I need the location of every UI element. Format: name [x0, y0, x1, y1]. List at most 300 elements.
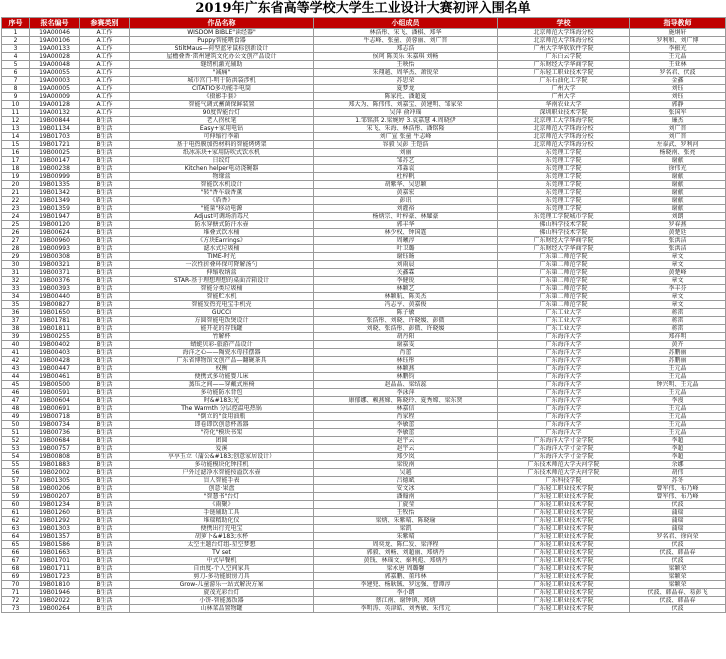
cell-school: 广东轻工职业技术学院: [498, 485, 630, 493]
cell-registration-id: 19B00402: [30, 341, 80, 349]
cell-school: 华南农业大学: [498, 101, 630, 109]
cell-category: B生活: [80, 293, 130, 301]
cell-school: 广东轻工职业技术学院: [498, 549, 630, 557]
cell-school: 广东财经大学华商学院: [498, 237, 630, 245]
cell-index: 29: [2, 253, 30, 261]
cell-school: 广东海洋大学: [498, 381, 630, 389]
cell-registration-id: 19B01134: [30, 125, 80, 133]
table-row: [2, 493, 726, 501]
cell-category: B生活: [80, 533, 130, 541]
cell-index: 55: [2, 461, 30, 469]
cell-category: B生活: [80, 341, 130, 349]
cell-index: 36: [2, 309, 30, 317]
cell-index: 1: [2, 29, 30, 37]
cell-registration-id: 19B01260: [30, 509, 80, 517]
table-row: [2, 341, 726, 349]
cell-category: B生活: [80, 205, 130, 213]
cell-registration-id: 19B00624: [30, 229, 80, 237]
cell-team-members: 梁永唐 周璐馨: [314, 565, 498, 573]
cell-work-name: 团圆: [130, 437, 314, 445]
table-row: [2, 477, 726, 485]
cell-index: 34: [2, 293, 30, 301]
cell-category: B生活: [80, 125, 130, 133]
cell-team-members: 张浩彤、刘晓、许晓媛、彭微: [314, 317, 498, 325]
cell-category: B生活: [80, 213, 130, 221]
cell-registration-id: 19B00120: [30, 221, 80, 229]
cell-work-name: 堆叠式饮水桶: [130, 229, 314, 237]
cell-school: 佛山科学技术学院: [498, 229, 630, 237]
cell-category: B生活: [80, 597, 130, 605]
table-row: [2, 109, 726, 117]
cell-registration-id: 19B01359: [30, 205, 80, 213]
cell-category: A工作: [80, 93, 130, 101]
cell-work-name: 竹解杯: [130, 333, 314, 341]
cell-work-name: 蜻蜓贝彩-旅游产品设计: [130, 341, 314, 349]
cell-team-members: 赵晶晶、梁结蕊: [314, 381, 498, 389]
cell-school: 东莞理工学院: [498, 197, 630, 205]
cell-category: A工作: [80, 53, 130, 61]
cell-work-name: "转"香车载香薰: [130, 189, 314, 197]
cell-index: 7: [2, 77, 30, 85]
cell-advisor: 谢献: [630, 181, 726, 189]
table-row: [2, 77, 726, 85]
cell-registration-id: 19B00604: [30, 397, 80, 405]
cell-school: 广东轻工职业技术学院: [498, 509, 630, 517]
table-row: [2, 181, 726, 189]
cell-category: B生活: [80, 405, 130, 413]
cell-index: 54: [2, 453, 30, 461]
cell-team-members: 林鹏钧: [314, 373, 498, 381]
cell-school: 广东轻工职业技术学院: [498, 493, 630, 501]
table-row: [2, 501, 726, 509]
table-row: [2, 381, 726, 389]
cell-registration-id: 19B01721: [30, 141, 80, 149]
cell-category: B生活: [80, 493, 130, 501]
cell-advisor: 蒲瑞: [630, 509, 726, 517]
table-row: [2, 573, 726, 581]
cell-category: B生活: [80, 517, 130, 525]
cell-registration-id: 19A00003: [30, 77, 80, 85]
table-row: [2, 333, 726, 341]
cell-team-members: 王牧怡: [314, 509, 498, 517]
cell-team-members: 朱翔越、周华杰、萧锐荣: [314, 69, 498, 77]
cell-registration-id: 19B00691: [30, 405, 80, 413]
cell-team-members: 郭丰华: [314, 221, 498, 229]
table-row: [2, 45, 726, 53]
cell-category: B生活: [80, 389, 130, 397]
cell-registration-id: 19A00048: [30, 61, 80, 69]
cell-school: 广东技术师范大学天河学院: [498, 469, 630, 477]
cell-category: B生活: [80, 333, 130, 341]
table-row: [2, 437, 726, 445]
cell-advisor: 谢献: [630, 189, 726, 197]
table-row: [2, 93, 726, 101]
table-row: [2, 157, 726, 165]
table-row: [2, 469, 726, 477]
cell-work-name: 权衡: [130, 365, 314, 373]
cell-advisor: 刘钰: [630, 93, 726, 101]
cell-work-name: 剪刀-多功能厨房刀具: [130, 573, 314, 581]
table-row: [2, 69, 726, 77]
cell-registration-id: 19B00827: [30, 301, 80, 309]
table-row: [2, 365, 726, 373]
cell-advisor: 刘钰: [630, 85, 726, 93]
cell-registration-id: 19B01305: [30, 477, 80, 485]
cell-index: 63: [2, 525, 30, 533]
cell-work-name: 即卷即饮创意杯盖器: [130, 421, 314, 429]
table-row: [2, 117, 726, 125]
cell-work-name: 便携出行充电宝: [130, 525, 314, 533]
shortlist-table: [1, 17, 726, 613]
cell-team-members: 林少权、钟国霆: [314, 229, 498, 237]
cell-team-members: 赵宇云: [314, 437, 498, 445]
cell-registration-id: 19B00440: [30, 293, 80, 301]
cell-category: B生活: [80, 117, 130, 125]
table-row: [2, 173, 726, 181]
column-header-registration-id: 报名编号: [30, 18, 80, 29]
cell-category: B生活: [80, 397, 130, 405]
cell-category: B生活: [80, 485, 130, 493]
cell-team-members: 周曦淳: [314, 237, 498, 245]
cell-work-name: 堆瑞精助化仪: [130, 517, 314, 525]
cell-work-name: 小饼-智能蒸饭器: [130, 597, 314, 605]
cell-index: 27: [2, 237, 30, 245]
cell-team-members: 李明涛、英津皓、刘秀敏、朱伟元: [314, 605, 498, 613]
cell-index: 13: [2, 125, 30, 133]
table-row: [2, 237, 726, 245]
cell-category: B生活: [80, 181, 130, 189]
cell-category: B生活: [80, 253, 130, 261]
cell-registration-id: 19B00844: [30, 117, 80, 125]
cell-advisor: 李超: [630, 445, 726, 453]
cell-work-name: 时&#183;光: [130, 397, 314, 405]
table-row: [2, 101, 726, 109]
cell-team-members: 关鑫霖: [314, 269, 498, 277]
cell-school: 广东轻工职业技术学院: [498, 573, 630, 581]
cell-team-members: 胡丹阳: [314, 333, 498, 341]
cell-index: 3: [2, 45, 30, 53]
cell-registration-id: 19B01586: [30, 541, 80, 549]
cell-school: 广东轻工职业技术学院: [498, 557, 630, 565]
cell-registration-id: 19B01292: [30, 517, 80, 525]
table-row: [2, 221, 726, 229]
cell-registration-id: 19B01703: [30, 133, 80, 141]
cell-work-name: Easy+家用电钻: [130, 125, 314, 133]
cell-school: 广东海洋大学: [498, 405, 630, 413]
column-header-advisor: 指导教师: [630, 18, 726, 29]
cell-work-name: GUCCI: [130, 309, 314, 317]
cell-team-members: 蔡江南、谢钟镇、郑炳: [314, 597, 498, 605]
table-row: [2, 317, 726, 325]
cell-category: B生活: [80, 445, 130, 453]
cell-school: 东莞理工学院: [498, 205, 630, 213]
cell-work-name: 广东省博物馆文创产品—翻碗茶具: [130, 357, 314, 365]
cell-team-members: 安文冰: [314, 485, 498, 493]
cell-school: 广州大学: [498, 85, 630, 93]
cell-category: A工作: [80, 101, 130, 109]
cell-work-name: 缝纫机激光辅助: [130, 61, 314, 69]
cell-category: A工作: [80, 37, 130, 45]
cell-category: B生活: [80, 141, 130, 149]
cell-team-members: 夏梦龙: [314, 85, 498, 93]
cell-category: B生活: [80, 269, 130, 277]
cell-work-name: "符化"模块书架: [130, 429, 314, 437]
cell-advisor: 李超: [630, 453, 726, 461]
cell-team-members: 陈子敏: [314, 309, 498, 317]
table-body: [2, 29, 726, 613]
cell-index: 59: [2, 493, 30, 501]
cell-advisor: 苏冬: [630, 477, 726, 485]
cell-category: B生活: [80, 229, 130, 237]
cell-category: B生活: [80, 501, 130, 509]
cell-team-members: 康郁娜、赖燕娣、陈晓玲、夏秀嫦、梁东贤: [314, 397, 498, 405]
cell-category: B生活: [80, 365, 130, 373]
cell-team-members: 林颖航、陈美杰: [314, 293, 498, 301]
cell-index: 73: [2, 605, 30, 613]
cell-work-name: 爱溪: [130, 445, 314, 453]
cell-index: 45: [2, 381, 30, 389]
cell-work-name: 屋檐叠香·雷州建筑文化办公文创产品设计: [130, 53, 314, 61]
cell-index: 35: [2, 301, 30, 309]
table-row: [2, 85, 726, 93]
cell-registration-id: 19B01946: [30, 589, 80, 597]
cell-advisor: 张洪洁: [630, 237, 726, 245]
cell-advisor: 左泰武、罗利河: [630, 141, 726, 149]
table-row: [2, 277, 726, 285]
cell-team-members: 刘灌裕: [314, 205, 498, 213]
cell-category: B生活: [80, 173, 130, 181]
cell-team-members: 刘晓、张浩彤、彭微、许晓媛: [314, 325, 498, 333]
cell-advisor: 罗利和、刘广博: [630, 37, 726, 45]
table-row: [2, 229, 726, 237]
cell-team-members: 肖家程: [314, 413, 498, 421]
cell-advisor: 章文: [630, 253, 726, 261]
cell-work-name: 智能发热充电宝手机壳: [130, 301, 314, 309]
cell-team-members: 林钰彤: [314, 357, 498, 365]
cell-advisor: 蒲瑞: [630, 517, 726, 525]
cell-work-name: StiltMaus—荷型蓝牙鼠标创新设计: [130, 45, 314, 53]
cell-team-members: 郑志浩: [314, 45, 498, 53]
table-row: [2, 285, 726, 293]
cell-school: 广东轻工职业技术学院: [498, 565, 630, 573]
cell-advisor: 黄楚峰: [630, 269, 726, 277]
table-row: [2, 485, 726, 493]
cell-registration-id: 19B01781: [30, 317, 80, 325]
table-row: [2, 165, 726, 173]
cell-registration-id: 19A00133: [30, 45, 80, 53]
cell-advisor: 伏波、韩晶春、易彭飞: [630, 589, 726, 597]
cell-work-name: CITATIO多功能手电筒: [130, 85, 314, 93]
cell-index: 5: [2, 61, 30, 69]
cell-category: B生活: [80, 469, 130, 477]
cell-school: 广东海洋大学: [498, 389, 630, 397]
cell-index: 68: [2, 565, 30, 573]
cell-category: B生活: [80, 549, 130, 557]
cell-work-name: 基于电热膜加热材料的智能烤烤架: [130, 141, 314, 149]
cell-index: 15: [2, 141, 30, 149]
cell-school: 广东海洋大学寸金学院: [498, 453, 630, 461]
cell-school: 东莞理工学院: [498, 165, 630, 173]
cell-school: 广东工业大学: [498, 325, 630, 333]
cell-school: 东莞理工学院: [498, 173, 630, 181]
cell-registration-id: 19B00999: [30, 173, 80, 181]
cell-work-name: 享享玉立（蒲公&#183;创意家居设计）: [130, 453, 314, 461]
cell-team-members: 李小朗: [314, 589, 498, 597]
cell-work-name: 《摄影手套》: [130, 93, 314, 101]
cell-team-members: 苏思荣: [314, 77, 498, 85]
cell-advisor: 张洪洁: [630, 245, 726, 253]
cell-work-name: "智慧书"台灯: [130, 493, 314, 501]
cell-team-members: 冯志亨、黄嘉俊: [314, 301, 498, 309]
cell-advisor: 刘广晋: [630, 125, 726, 133]
cell-registration-id: 19A00106: [30, 37, 80, 45]
cell-index: 4: [2, 53, 30, 61]
table-row: [2, 133, 726, 141]
cell-index: 52: [2, 437, 30, 445]
cell-work-name: 山林菜品置物罐: [130, 605, 314, 613]
cell-index: 18: [2, 165, 30, 173]
cell-school: 广东第二师范学院: [498, 269, 630, 277]
cell-registration-id: 19B01342: [30, 189, 80, 197]
cell-registration-id: 19B01883: [30, 461, 80, 469]
cell-category: B生活: [80, 477, 130, 485]
cell-category: B生活: [80, 317, 130, 325]
cell-team-members: 吕德斌: [314, 477, 498, 485]
table-row: [2, 389, 726, 397]
cell-registration-id: 19B00993: [30, 245, 80, 253]
cell-team-members: 郑大为、陈伟伟、刘嘉宝、黄建明、邹家荣: [314, 101, 498, 109]
cell-category: B生活: [80, 557, 130, 565]
cell-registration-id: 19B00808: [30, 453, 80, 461]
cell-school: 广东第二师范学院: [498, 285, 630, 293]
cell-team-members: 林颖燕: [314, 365, 498, 373]
cell-school: 广东轻工职业技术学院: [498, 605, 630, 613]
cell-team-members: 容毅 吴彭 王铠浩: [314, 141, 498, 149]
table-row: [2, 197, 726, 205]
cell-index: 50: [2, 421, 30, 429]
cell-advisor: 徐伟光: [630, 165, 726, 173]
cell-category: B生活: [80, 133, 130, 141]
cell-registration-id: 19B00376: [30, 277, 80, 285]
cell-work-name: 智能贮水机: [130, 293, 314, 301]
cell-advisor: 黄楚廷: [630, 229, 726, 237]
cell-index: 6: [2, 69, 30, 77]
cell-index: 25: [2, 221, 30, 229]
cell-registration-id: 19B00255: [30, 333, 80, 341]
cell-registration-id: 19A00055: [30, 69, 80, 77]
cell-school: 广东白云学院: [498, 53, 630, 61]
cell-work-name: 可伸缩行李箱: [130, 133, 314, 141]
cell-team-members: 黄嘉宏: [314, 189, 498, 197]
cell-category: A工作: [80, 69, 130, 77]
cell-index: 71: [2, 589, 30, 597]
cell-category: B生活: [80, 157, 130, 165]
table-row: [2, 509, 726, 517]
cell-registration-id: 19B01335: [30, 181, 80, 189]
table-row: [2, 597, 726, 605]
cell-advisor: 章文: [630, 293, 726, 301]
cell-registration-id: 19A00028: [30, 53, 80, 61]
cell-work-name: 多功能防水背包: [130, 389, 314, 397]
cell-team-members: 林浩彤、宋飞、潘棋、郑华: [314, 29, 498, 37]
cell-category: B生活: [80, 541, 130, 549]
cell-school: 广东海洋大学: [498, 333, 630, 341]
table-row: [2, 141, 726, 149]
table-row: [2, 261, 726, 269]
cell-team-members: 邓淼袁: [314, 165, 498, 173]
cell-category: B生活: [80, 261, 130, 269]
cell-school: 广东轻工职业技术学院: [498, 541, 630, 549]
cell-advisor: 谢献: [630, 197, 726, 205]
cell-registration-id: 19B01810: [30, 581, 80, 589]
cell-index: 38: [2, 325, 30, 333]
cell-registration-id: 19B00308: [30, 253, 80, 261]
cell-category: B生活: [80, 349, 130, 357]
document-title: 2019年广东省高等学校大学生工业设计大赛初评入围名单: [195, 1, 531, 16]
cell-team-members: 李泳萍: [314, 389, 498, 397]
cell-school: 北京师范大学珠海分校: [498, 37, 630, 45]
cell-school: 广东第二师范学院: [498, 277, 630, 285]
cell-advisor: 伏波: [630, 501, 726, 509]
table-row: [2, 525, 726, 533]
cell-advisor: 王元晶: [630, 405, 726, 413]
cell-advisor: 罗名君、徐向荣: [630, 533, 726, 541]
table-row: [2, 29, 726, 37]
cell-registration-id: 19B00264: [30, 605, 80, 613]
cell-registration-id: 19A00046: [30, 29, 80, 37]
cell-school: 东莞理工学院: [498, 181, 630, 189]
cell-category: B生活: [80, 461, 130, 469]
table-row: [2, 421, 726, 429]
cell-category: B生活: [80, 277, 130, 285]
cell-advisor: 王元晶: [630, 389, 726, 397]
table-row: [2, 125, 726, 133]
cell-index: 37: [2, 317, 30, 325]
cell-school: 广东轻工职业技术学院: [498, 525, 630, 533]
cell-team-members: 谢嘉雯: [314, 341, 498, 349]
cell-advisor: 谢献: [630, 157, 726, 165]
cell-category: B生活: [80, 437, 130, 445]
cell-school: 广东石油化工学院: [498, 77, 630, 85]
cell-work-name: 盲人智能手表: [130, 477, 314, 485]
cell-work-name: TIME-时光: [130, 253, 314, 261]
cell-advisor: 谢献: [630, 205, 726, 213]
cell-index: 28: [2, 245, 30, 253]
table-row: [2, 309, 726, 317]
table-row: [2, 301, 726, 309]
cell-index: 21: [2, 189, 30, 197]
cell-index: 12: [2, 117, 30, 125]
cell-team-members: 肖蕾: [314, 349, 498, 357]
cell-category: B生活: [80, 373, 130, 381]
cell-advisor: 蒲瑞: [630, 525, 726, 533]
cell-work-name: 创意·果盘: [130, 485, 314, 493]
cell-advisor: 金鑫: [630, 77, 726, 85]
cell-registration-id: 19B00147: [30, 157, 80, 165]
cell-school: 广东轻工职业技术学院: [498, 517, 630, 525]
table-row: [2, 589, 726, 597]
cell-advisor: 余娜: [630, 461, 726, 469]
cell-school: 广东海洋大学寸金学院: [498, 445, 630, 453]
cell-advisor: 曾军伟、布乃峰: [630, 493, 726, 501]
cell-registration-id: 19B00428: [30, 357, 80, 365]
table-row: [2, 269, 726, 277]
cell-work-name: Adjust可调场消毒尺: [130, 213, 314, 221]
cell-index: 62: [2, 517, 30, 525]
cell-team-members: 郭毅、刘畅、刘超丽、郑炳丹: [314, 549, 498, 557]
cell-index: 66: [2, 549, 30, 557]
cell-school: 广东轻工职业技术学院: [498, 533, 630, 541]
